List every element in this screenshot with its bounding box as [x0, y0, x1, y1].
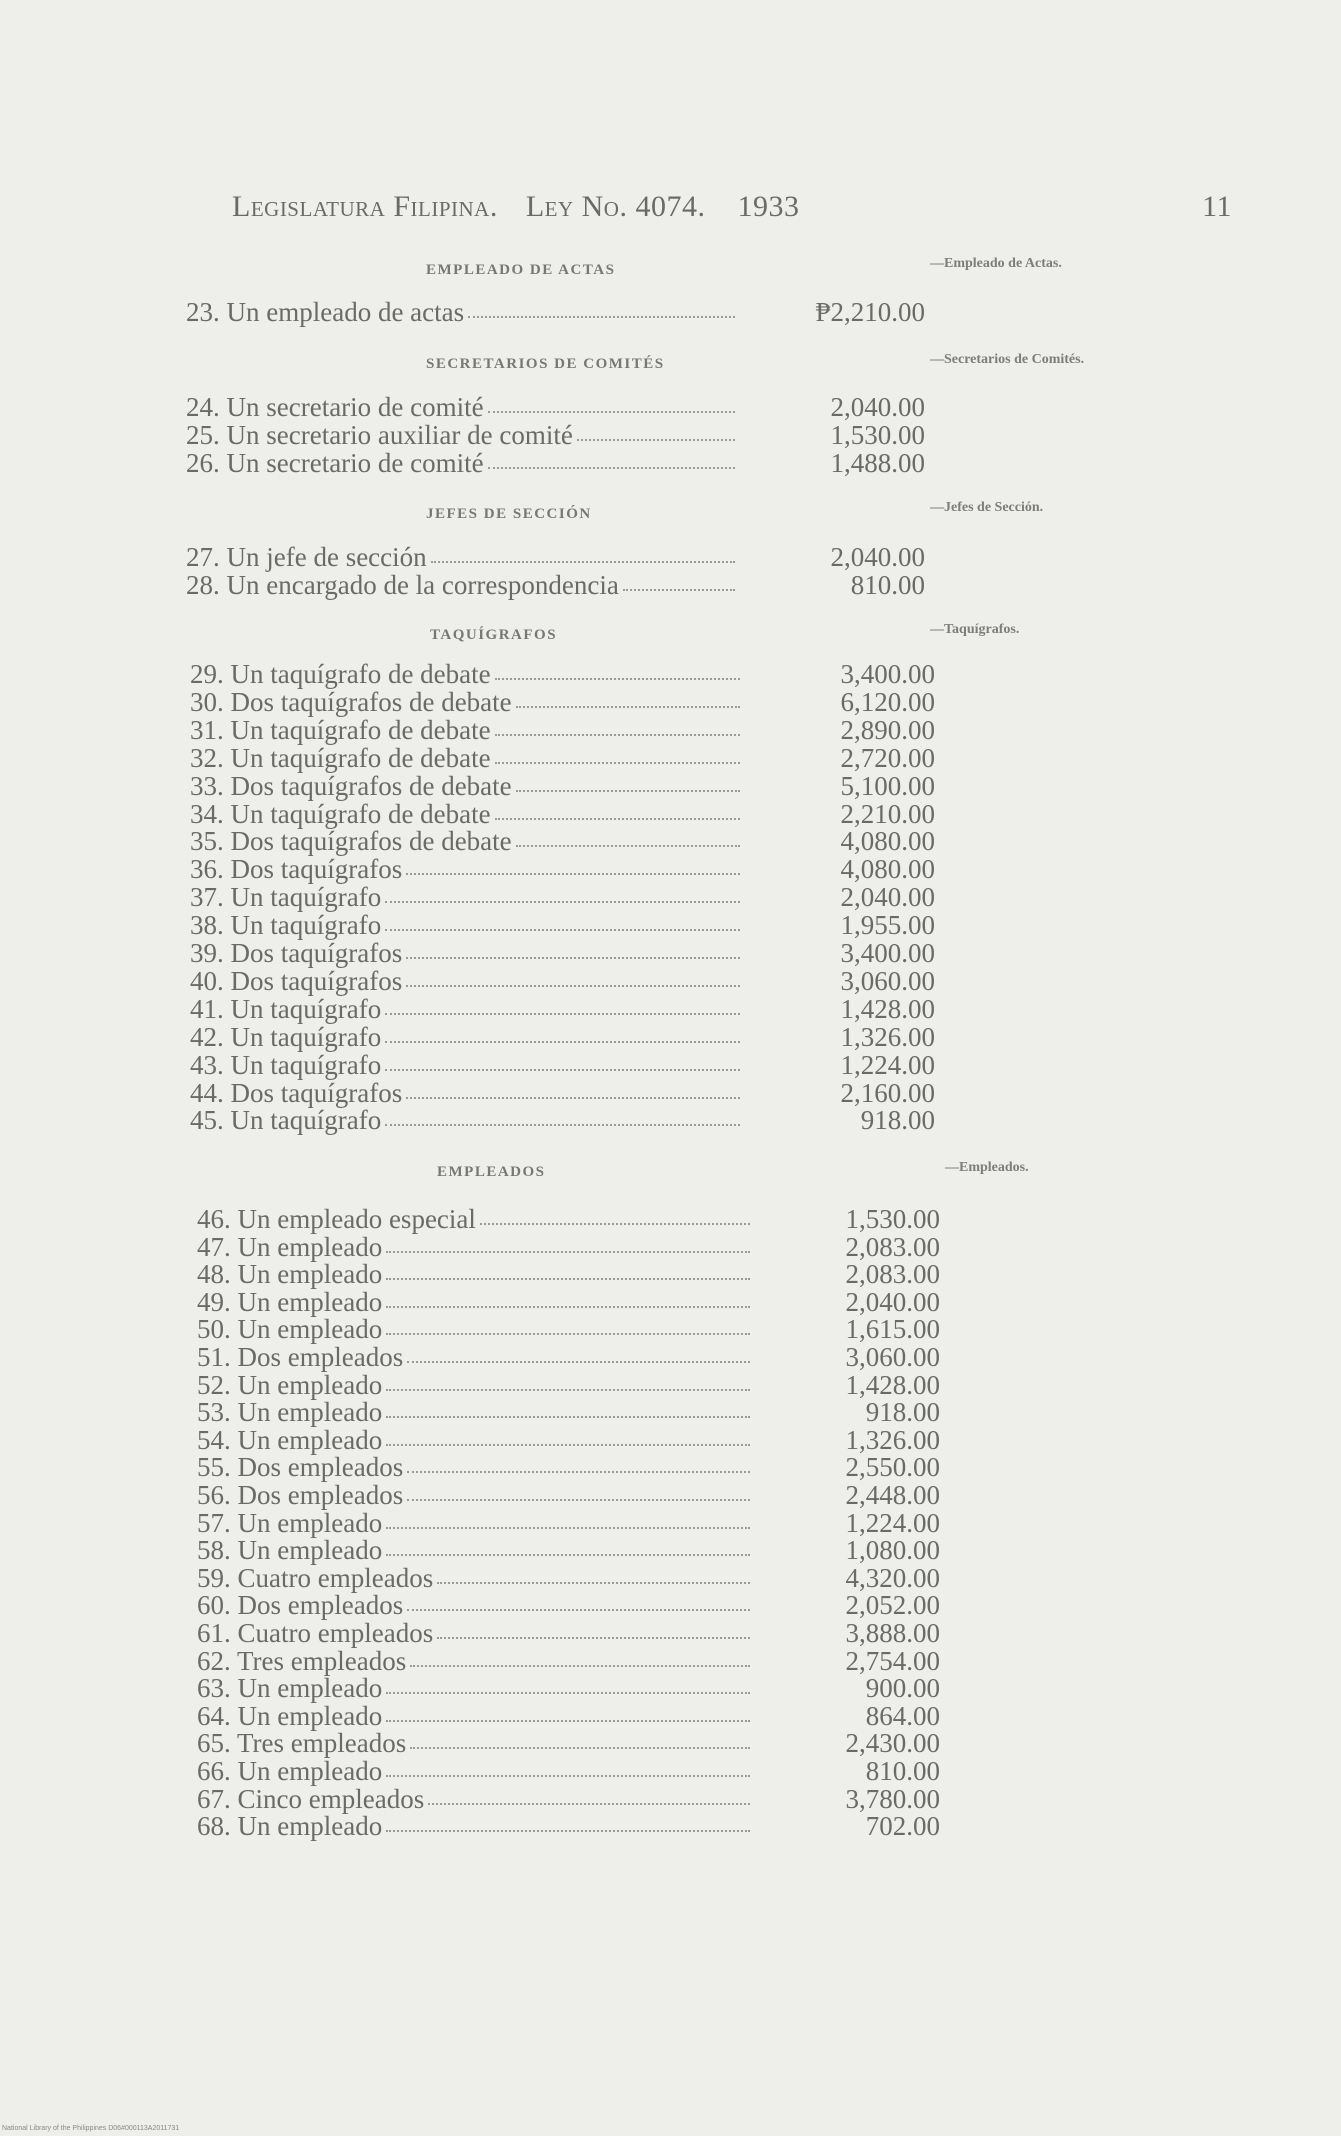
line-item-label: 66. Un empleado [197, 1756, 383, 1786]
line-item-label: 27. Un jefe de sección [186, 542, 427, 572]
line-item [186, 543, 925, 571]
leader-dots [437, 1637, 750, 1639]
line-item [190, 1051, 935, 1079]
leader-dots [385, 1041, 740, 1043]
leader-dots [385, 1013, 740, 1015]
leader-dots [516, 706, 740, 708]
line-item-amount: 1,955.00 [840, 910, 935, 941]
line-item-amount: 2,040.00 [830, 542, 925, 572]
line-item-label: 51. Dos empleados [197, 1342, 404, 1372]
leader-dots [468, 316, 735, 318]
page-number: 11 [1202, 190, 1232, 223]
line-item-amount: 5,100.00 [840, 770, 935, 801]
line-item-amount: 2,040.00 [840, 882, 935, 913]
line-item-label: 61. Cuatro empleados [197, 1618, 434, 1648]
section-heading: EMPLEADOS [437, 1164, 546, 1180]
line-item [197, 1674, 940, 1702]
leader-dots [407, 1609, 750, 1611]
line-item-label: 25. Un secretario auxiliar de comité [186, 420, 573, 450]
line-item-label: 42. Un taquígrafo [190, 1021, 382, 1052]
line-item-label: 65. Tres empleados [197, 1728, 407, 1759]
line-item-label: 63. Un empleado [197, 1673, 383, 1704]
leader-dots [386, 1278, 750, 1280]
line-item [197, 1564, 940, 1592]
line-item [197, 1619, 940, 1647]
line-item [197, 1453, 940, 1481]
line-item [190, 883, 935, 911]
line-item-amount: 3,060.00 [840, 965, 935, 996]
line-item [197, 1729, 940, 1757]
margin-note: —Taquígrafos. [930, 622, 1020, 637]
leader-dots [516, 845, 740, 847]
leader-dots [488, 411, 735, 413]
line-item-label: 68. Un empleado [197, 1811, 383, 1842]
leader-dots [406, 873, 740, 875]
section-heading: TAQUÍGRAFOS [430, 627, 558, 643]
leader-dots [386, 1444, 750, 1446]
line-item-amount: 702.00 [865, 1811, 940, 1842]
leader-dots [385, 901, 740, 903]
line-item [190, 688, 935, 716]
line-item-amount: 1,428.00 [840, 993, 935, 1024]
leader-dots [410, 1747, 750, 1749]
line-item [190, 827, 935, 855]
leader-dots [431, 561, 735, 563]
leader-dots [406, 985, 740, 987]
line-item [186, 393, 925, 421]
leader-dots [386, 1416, 750, 1418]
line-item [190, 939, 935, 967]
line-item-amount: 2,430.00 [845, 1728, 940, 1759]
line-item-amount: 918.00 [865, 1397, 940, 1428]
line-item [197, 1785, 940, 1813]
leader-dots [495, 818, 740, 820]
line-item [197, 1315, 940, 1343]
line-item-amount: 3,888.00 [845, 1618, 940, 1648]
header-title: Legislatura Filipina. [232, 190, 498, 223]
line-item [190, 772, 935, 800]
section-heading: JEFES DE SECCIÓN [426, 506, 592, 522]
line-item-amount: 2,550.00 [845, 1452, 940, 1483]
line-item [197, 1591, 940, 1619]
line-item [197, 1343, 940, 1371]
line-item-label: 60. Dos empleados [197, 1590, 404, 1621]
line-item-label: 46. Un empleado especial [197, 1204, 476, 1234]
line-item-label: 53. Un empleado [197, 1397, 383, 1428]
line-item-amount: 2,754.00 [845, 1645, 940, 1676]
line-item [190, 1023, 935, 1051]
line-item [197, 1233, 940, 1261]
line-item-label: 24. Un secretario de comité [186, 392, 484, 422]
line-item [197, 1426, 940, 1454]
line-item-label: 23. Un empleado de actas [186, 297, 465, 327]
line-item-amount: 864.00 [865, 1700, 940, 1731]
line-item [190, 855, 935, 883]
line-item-label: 38. Un taquígrafo [190, 910, 382, 941]
line-item-label: 26. Un secretario de comité [186, 448, 484, 478]
margin-note: —Empleados. [945, 1160, 1029, 1175]
leader-dots [406, 957, 740, 959]
line-item-label: 44. Dos taquígrafos [190, 1077, 403, 1108]
line-item [197, 1812, 940, 1840]
margin-note: —Jefes de Sección. [930, 500, 1044, 515]
line-item-amount: 1,615.00 [845, 1314, 940, 1345]
line-item-amount: 2,040.00 [845, 1286, 940, 1317]
line-item-amount: ₱2,210.00 [815, 297, 925, 327]
leader-dots [577, 439, 735, 441]
leader-dots [386, 1692, 750, 1694]
line-item [197, 1260, 940, 1288]
line-item-amount: 3,060.00 [845, 1342, 940, 1372]
line-item [197, 1371, 940, 1399]
leader-dots [386, 1554, 750, 1556]
library-footer: National Library of the Philippines D06#000113A2011731 [2, 2125, 180, 2132]
line-item-label: 57. Un empleado [197, 1507, 383, 1538]
leader-dots [386, 1720, 750, 1722]
line-item [197, 1702, 940, 1730]
line-item-label: 39. Dos taquígrafos [190, 938, 403, 968]
line-item-label: 33. Dos taquígrafos de debate [190, 770, 512, 801]
line-item-amount: 918.00 [860, 1105, 935, 1136]
leader-dots [386, 1306, 750, 1308]
leader-dots [495, 678, 740, 680]
line-item-label: 48. Un empleado [197, 1259, 383, 1290]
leader-dots [516, 790, 740, 792]
line-item [190, 967, 935, 995]
header-law: Ley No. 4074. [525, 190, 706, 223]
line-item [197, 1647, 940, 1675]
line-item-amount: 1,428.00 [845, 1369, 940, 1400]
line-item-amount: 4,080.00 [840, 854, 935, 885]
line-item-label: 31. Un taquígrafo de debate [190, 714, 491, 745]
leader-dots [488, 467, 735, 469]
line-item [190, 1106, 935, 1134]
leader-dots [437, 1582, 750, 1584]
line-item [190, 911, 935, 939]
line-item-amount: 1,326.00 [845, 1424, 940, 1455]
section-heading: EMPLEADO DE ACTAS [426, 262, 616, 278]
line-item [190, 744, 935, 772]
line-item-label: 55. Dos empleados [197, 1452, 404, 1483]
line-item [197, 1205, 940, 1233]
section-heading: SECRETARIOS DE COMITÉS [426, 356, 665, 372]
line-item-amount: 2,083.00 [845, 1259, 940, 1290]
line-item [186, 298, 925, 326]
line-item-amount: 810.00 [865, 1756, 940, 1786]
line-item-label: 36. Dos taquígrafos [190, 854, 403, 885]
line-item [197, 1757, 940, 1785]
line-item-amount: 3,400.00 [840, 938, 935, 968]
line-item [197, 1536, 940, 1564]
line-item-label: 28. Un encargado de la correspondencia [186, 570, 619, 600]
leader-dots [386, 1830, 750, 1832]
line-item-amount: 1,530.00 [845, 1204, 940, 1234]
line-item-label: 56. Dos empleados [197, 1480, 404, 1510]
line-item-amount: 810.00 [850, 570, 925, 600]
leader-dots [385, 1124, 740, 1126]
line-item-amount: 1,224.00 [840, 1049, 935, 1080]
line-item-label: 67. Cinco empleados [197, 1783, 425, 1814]
line-item-amount: 1,530.00 [830, 420, 925, 450]
leader-dots [406, 1097, 740, 1099]
line-item [186, 449, 925, 477]
line-item [186, 571, 925, 599]
line-item-label: 62. Tres empleados [197, 1645, 407, 1676]
line-item-label: 43. Un taquígrafo [190, 1049, 382, 1080]
line-item-amount: 2,720.00 [840, 742, 935, 773]
line-item-amount: 1,080.00 [845, 1535, 940, 1566]
line-item-amount: 3,780.00 [845, 1783, 940, 1814]
line-item-label: 54. Un empleado [197, 1424, 383, 1455]
line-item-amount: 2,890.00 [840, 714, 935, 745]
line-item-amount: 1,488.00 [830, 448, 925, 478]
line-item [190, 995, 935, 1023]
margin-note: —Secretarios de Comités. [930, 352, 1085, 367]
line-item-label: 35. Dos taquígrafos de debate [190, 826, 512, 857]
line-item-amount: 1,224.00 [845, 1507, 940, 1538]
line-item-label: 64. Un empleado [197, 1700, 383, 1731]
leader-dots [407, 1361, 750, 1363]
line-item-amount: 4,080.00 [840, 826, 935, 857]
line-item-amount: 1,326.00 [840, 1021, 935, 1052]
line-item-amount: 2,040.00 [830, 392, 925, 422]
leader-dots [386, 1775, 750, 1777]
line-item [197, 1509, 940, 1537]
line-item-label: 41. Un taquígrafo [190, 993, 382, 1024]
line-item-amount: 2,083.00 [845, 1231, 940, 1262]
line-item [197, 1288, 940, 1316]
line-item-label: 59. Cuatro empleados [197, 1562, 434, 1593]
line-item [197, 1481, 940, 1509]
line-item-amount: 2,052.00 [845, 1590, 940, 1621]
leader-dots [386, 1251, 750, 1253]
line-item-amount: 2,160.00 [840, 1077, 935, 1108]
leader-dots [495, 762, 740, 764]
line-item-label: 58. Un empleado [197, 1535, 383, 1566]
line-item-label: 32. Un taquígrafo de debate [190, 742, 491, 773]
line-item [190, 660, 935, 688]
line-item [190, 1079, 935, 1107]
leader-dots [410, 1665, 750, 1667]
line-item-label: 34. Un taquígrafo de debate [190, 798, 491, 829]
leader-dots [480, 1223, 750, 1225]
line-item-label: 40. Dos taquígrafos [190, 965, 403, 996]
leader-dots [407, 1499, 750, 1501]
leader-dots [495, 734, 740, 736]
line-item [186, 421, 925, 449]
header-year: 1933 [737, 190, 800, 223]
line-item-amount: 4,320.00 [845, 1562, 940, 1593]
line-item-label: 37. Un taquígrafo [190, 882, 382, 913]
line-item-amount: 3,400.00 [840, 659, 935, 689]
line-item-label: 30. Dos taquígrafos de debate [190, 686, 512, 717]
line-item [190, 800, 935, 828]
line-item-amount: 6,120.00 [840, 686, 935, 717]
line-item-label: 29. Un taquígrafo de debate [190, 659, 491, 689]
leader-dots [385, 929, 740, 931]
line-item-label: 50. Un empleado [197, 1314, 383, 1345]
line-item-amount: 2,448.00 [845, 1480, 940, 1510]
line-item-amount: 2,210.00 [840, 798, 935, 829]
line-item-label: 49. Un empleado [197, 1286, 383, 1317]
line-item-label: 45. Un taquígrafo [190, 1105, 382, 1136]
leader-dots [428, 1803, 750, 1805]
leader-dots [386, 1527, 750, 1529]
line-item-label: 47. Un empleado [197, 1231, 383, 1262]
running-header [232, 190, 1232, 224]
leader-dots [385, 1069, 740, 1071]
line-item-label: 52. Un empleado [197, 1369, 383, 1400]
leader-dots [386, 1333, 750, 1335]
leader-dots [407, 1471, 750, 1473]
line-item [197, 1398, 940, 1426]
margin-note: —Empleado de Actas. [930, 256, 1062, 271]
leader-dots [623, 589, 735, 591]
leader-dots [386, 1389, 750, 1391]
line-item [190, 716, 935, 744]
line-item-amount: 900.00 [865, 1673, 940, 1704]
